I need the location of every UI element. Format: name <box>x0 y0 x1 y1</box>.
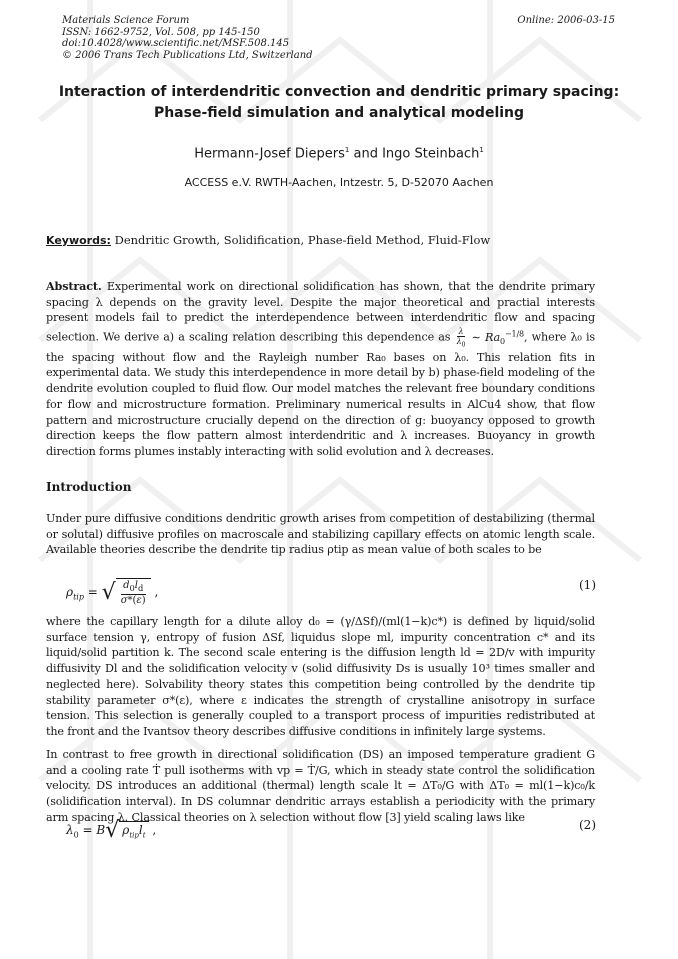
scaling-relation: $\frac{\lambda}{\lambda_0}$ ∼ $Ra_0^{-1/8}$, <box>456 326 532 349</box>
author-1-affil-mark: 1 <box>344 146 350 154</box>
abstract <box>46 279 595 460</box>
equation-1: $\rho_{tip}$ = √ $\frac{d_0l_d}{\sigma*(\varepsilon)}$ , (1) <box>66 578 596 606</box>
introduction-heading: Introduction <box>46 480 132 494</box>
online-date: Online: 2006-03-15 <box>517 15 615 26</box>
affiliation: ACCESS e.V. RWTH-Aachen, Intzestr. 5, D-52070 Aachen <box>184 176 494 189</box>
keywords-line <box>46 233 636 247</box>
journal-header <box>62 15 313 61</box>
equation-2-number: (2) <box>579 818 596 832</box>
intro-paragraph-3: In contrast to free growth in directional solidification (DS) an imposed temperature gradient G and a cooling rate Ṫ pull isotherms with vp = Ṫ/G, which in steady state control the solidification velocity. DS introduces an additional (thermal) length scale lt = ΔT₀/G with ΔT₀ = ml(1−k)c₀/k (solidification interval). In DS columnar dendritic arrays establish a periodicity with the primary arm spacing λ. Classical theories on λ selection without flow [3] yield scaling laws like <box>46 748 595 824</box>
issn-line: ISSN: 1662-9752, Vol. 508, pp 145-150 <box>62 26 260 38</box>
abstract-part-1: Experimental work on directional solidification has shown, that the dendrite primary spacing λ depends on the gravity level. Despite the major theoretical and practial interests present models fail to predict the interdependence between interdendritic flow and spacing selection. We derive a) a scaling relation describing this dependence as <box>46 280 596 344</box>
equation-2: $\lambda_0 = B√$ $\rho_{tip}l_t$ , (2) <box>66 818 596 843</box>
abstract-label: Abstract. <box>46 279 102 293</box>
copyright-line: © 2006 Trans Tech Publications Ltd, Switzerland <box>62 49 313 61</box>
intro-paragraph-1: Under pure diffusive conditions dendritic growth arises from competition of destabilizing (thermal or solutal) diffusive profiles on macroscale and stabilizing capillary effects on atomic length scale. Available theories describe the dendrite tip radius ρtip as mean value of both scales to be <box>46 512 595 557</box>
author-list <box>40 146 638 161</box>
paper-title <box>40 82 638 124</box>
keywords-label: Keywords: <box>46 234 111 247</box>
author-2-affil-mark: 1 <box>479 146 484 154</box>
abstract-part-2: where λ₀ is the spacing without flow and the Rayleigh number Ra₀ bases on λ₀. This relation fits in experimental data. We study this interdependence in more detail by b) phase-field modeling of the dendrite evolution coupled to fluid flow. Our model matches the relevant free boundary conditions for flow and microstructure formation. Preliminary numerical results in AlCu4 show, that flow pattern and microstructure crucially depend on the direction of g: buoyancy opposed to growth direction keeps the flow pattern almost interdendritic and λ increases. Buoyancy in growth direction forms plumes instably interacting with solid evolution and λ decreases. <box>46 330 596 458</box>
title-line-2: Phase-field simulation and analytical modeling <box>153 105 525 121</box>
journal-name: Materials Science Forum <box>62 15 190 26</box>
intro-paragraph-2: where the capillary length for a dilute alloy d₀ = (γ/ΔSf)/(ml(1−k)c*) is defined by liquid/solid surface tension γ, entropy of fusion ΔSf, liquidus slope ml, impurity concentration c* and its liquid/solid partition k. The second scale entering is the diffusion length ld = 2D/v with impurity diffusivity Dl and the solidification velocity v (solid diffusivity Ds is usually 10³ times smaller and neglected here). Solvability theory states this competition being controlled by the dendrite tip stability parameter σ*(ε), where ε indicates the strength of crystalline anisotropy in surface tension. This selection is generally coupled to a transport process of impurities redistributed at the front and the Ivantsov theory describes diffusive conditions in infinitely large systems. <box>46 615 595 738</box>
author-1: Hermann-Josef Diepers <box>194 146 345 162</box>
author-conjunction: and <box>353 146 378 162</box>
equation-1-number: (1) <box>579 578 596 592</box>
keywords-text: Dendritic Growth, Solidification, Phase-field Method, Fluid-Flow <box>114 233 491 247</box>
title-line-1: Interaction of interdendritic convection and dendritic primary spacing: <box>58 84 620 100</box>
author-2: Ingo Steinbach <box>382 146 480 162</box>
doi-line[interactable]: doi:10.4028/www.scientific.net/MSF.508.145 <box>62 38 290 49</box>
